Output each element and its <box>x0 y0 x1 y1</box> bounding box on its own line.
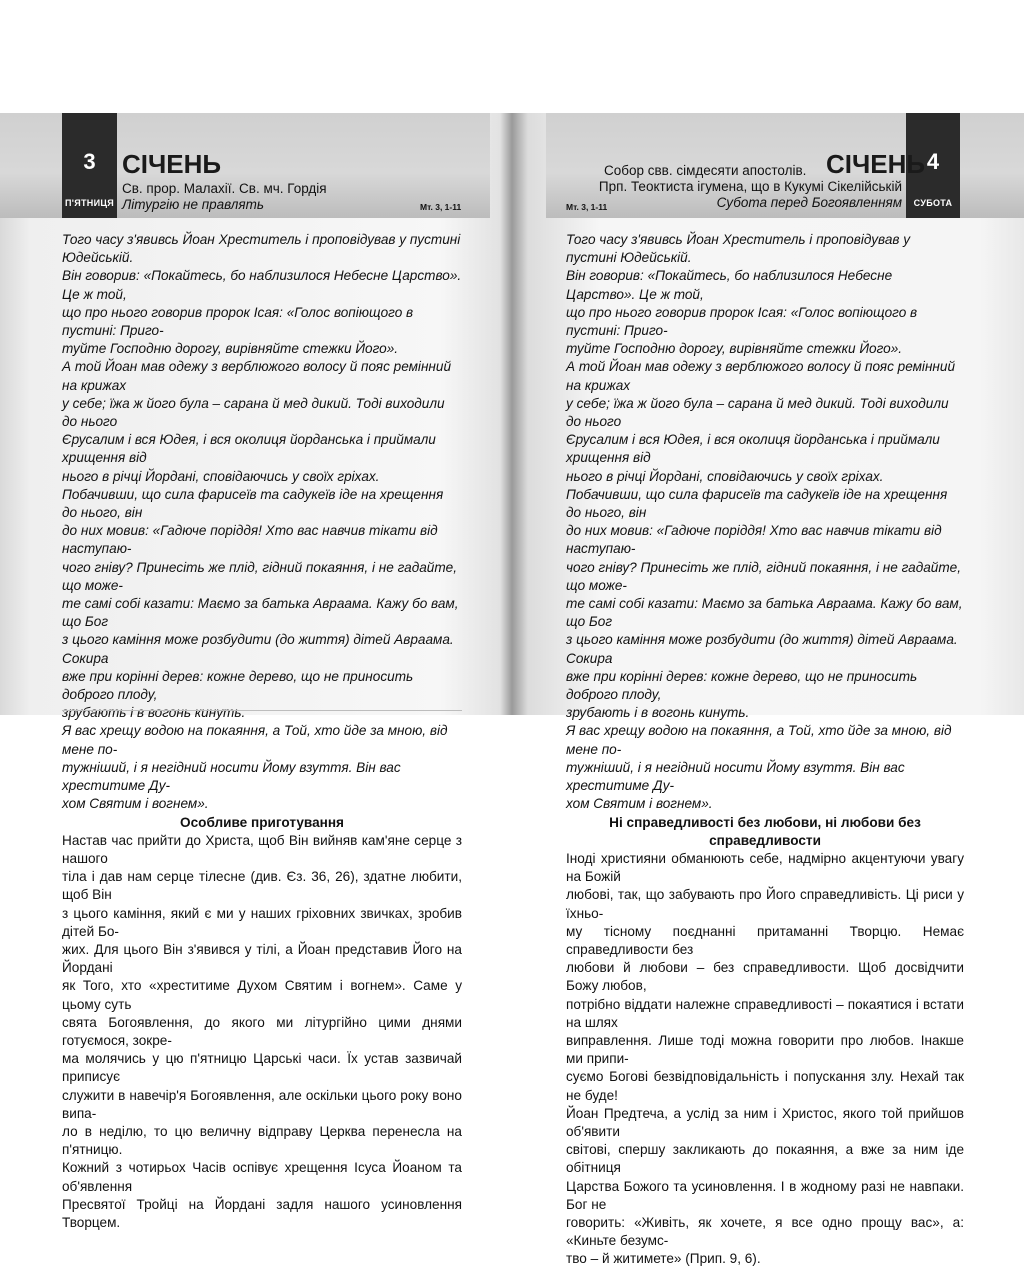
gospel-line: нього в річці Йордані, сповідаючись у своїх гріхах. <box>62 468 380 484</box>
gospel-line: те самі собі казати: Маємо за батька Авраама. Кажу бо вам, що Бог <box>62 596 459 630</box>
gospel-line: з цього каміння може розбудити (до життя) дітей Авраама. Сокира <box>566 632 958 666</box>
gospel-line: Він говорив: «Покайтесь, бо наблизилося Небесне Царство». Це ж той, <box>62 268 462 302</box>
gospel-line: чого гніву? Принесіть же плід, гідний покаяння, і не гадайте, що може- <box>566 559 962 593</box>
prose-line: свята Богоявлення, до якого ми літургійно цими днями готуємося, зокре- <box>62 1014 462 1048</box>
prose-line: потрібно віддати належне справедливості – покаятися і встати на шлях <box>566 996 964 1030</box>
prose-line: любови й любови – без справедливости. Щоб досвідчити Божу любов, <box>566 960 964 994</box>
gospel-line: чого гніву? Принесіть же плід, гідний покаяння, і не гадайте, що може- <box>62 559 458 593</box>
gospel-line: туйте Господню дорогу, вирівняйте стежки Його». <box>566 341 903 357</box>
gospel-line: до них мовив: «Гадюче поріддя! Хто вас навчив тікати від наступаю- <box>566 523 942 557</box>
gospel-line: Єрусалим і вся Юдея, і вся околиця йорданська і приймали хрищення від <box>62 432 436 466</box>
gospel-line: те самі собі казати: Маємо за батька Авраама. Кажу бо вам, що Бог <box>566 596 963 630</box>
prose-line: жих. Для цього Він з'явився у тілі, а Йоан представив Його на Йордані <box>62 941 462 976</box>
gospel-line: Побачивши, що сила фарисеїв та садукеїв іде на хрещення до нього, він <box>62 486 444 521</box>
right-saint-line-2: Прп. Теоктиста ігумена, що в Кукумі Сікелійській <box>598 179 902 194</box>
gospel-line: Того часу з'явивсь Йоан Хреститель і проповідував у пустині Юдейській. <box>62 232 461 266</box>
prose-line: служити в навечір'я Богоявлення, але оскільки цього року воно випа- <box>62 1087 462 1121</box>
prose-line: ло в неділю, то цю величну відправу Церква перенесла на п'ятницю. <box>62 1123 462 1158</box>
gospel-line: Побачивши, що сила фарисеїв та садукеїв іде на хрещення до нього, він <box>566 486 948 521</box>
left-liturgy-note: Літургію не правлять <box>122 197 264 212</box>
left-section-title: Особливе приготування <box>180 814 344 830</box>
left-reading-ref: Мт. 3, 1-11 <box>420 202 462 212</box>
left-body <box>62 231 462 1232</box>
right-month: СІЧЕНЬ <box>826 149 926 179</box>
prose-line: суємо Богові безвідповідальність і попускання злу. Нехай так не буде! <box>566 1069 964 1103</box>
left-month: СІЧЕНЬ <box>122 149 222 179</box>
gospel-line: А той Йоан мав одежу з верблюжого волосу й пояс ремінний на крижах <box>62 359 452 393</box>
book-spread <box>0 113 1024 1267</box>
gospel-line: вже при корінні дерев: кожне дерево, що не приносить доброго плоду, <box>566 668 918 703</box>
prose-line: Пресвятої Тройці на Йордані задля нашого усиновлення Творцем. <box>62 1196 462 1230</box>
gospel-line: зрубають і в вогонь кинуть. <box>62 705 246 721</box>
prose-line: Царства Божого та усиновлення. І в жодному разі не навпаки. Бог не <box>566 1178 964 1212</box>
page-edge-divider <box>62 710 462 715</box>
left-prose <box>62 832 462 1232</box>
right-gospel-text <box>566 231 964 814</box>
gospel-line: хом Святим і вогнем». <box>566 796 713 812</box>
gospel-line: вже при корінні дерев: кожне дерево, що не приносить доброго плоду, <box>62 668 414 703</box>
gospel-line: А той Йоан мав одежу з верблюжого волосу й пояс ремінний на крижах <box>566 359 956 393</box>
gospel-line: Того часу з'явивсь Йоан Хреститель і проповідував у пустині Юдейській. <box>566 232 911 266</box>
right-reading-ref: Мт. 3, 1-11 <box>566 202 608 212</box>
prose-line: як Того, хто «хреститиме Духом Святим і вогнем». Саме у цьому суть <box>62 978 462 1012</box>
prose-line: тво – й житимете» (Прип. 9, 6). <box>566 1251 761 1267</box>
prose-line: любові, так, що забувають про Його справедливість. Ці риси у їхньо- <box>566 887 964 921</box>
prose-line: з цього каміння, який є ми у наших гріховних звичках, зробив дітей Бо- <box>62 905 462 939</box>
gospel-line: що про нього говорив пророк Ісая: «Голос вопіющого в пустині: Приго- <box>62 304 414 339</box>
prose-line: Кожний з чотирьох Часів оспівує хрещення Ісуса Йоаном та об'явлення <box>62 1160 462 1194</box>
gospel-line: хом Святим і вогнем». <box>62 796 209 812</box>
left-saint-line: Св. прор. Малахії. Св. мч. Гордія <box>122 181 327 196</box>
gospel-line: туйте Господню дорогу, вирівняйте стежки Його». <box>62 341 399 357</box>
prose-line: говорить: «Живіть, як хочете, я все одно прощу вас», а: «Киньте безумс- <box>566 1214 964 1249</box>
prose-line: му тісному поєднанні притаманні Творцю. Немає справедливости без <box>566 923 964 957</box>
prose-line: Іноді християни обманюють себе, надмірно акцентуючи увагу на Божій <box>566 850 964 885</box>
prose-line: ма молячись у цю п'ятницю Царські часи. Їх устав зазвичай приписує <box>62 1051 462 1085</box>
right-saint-line: Собор свв. сімдесяти апостолів. <box>604 163 807 178</box>
gospel-line: Я вас хрещу водою на покаяння, а Той, хто йде за мною, від мене по- <box>62 723 448 757</box>
left-day-number: 3 <box>83 149 96 174</box>
gospel-line: Я вас хрещу водою на покаяння, а Той, хто йде за мною, від мене по- <box>566 723 952 757</box>
right-body <box>566 231 964 1269</box>
prose-line: Йоан Предтеча, а услід за ним і Христос, якого той прийшов об'явити <box>566 1105 964 1139</box>
right-day-number: 4 <box>926 149 940 174</box>
left-gospel-text <box>62 231 462 814</box>
right-section-title: Ні справедливості без любови, ні любови без справедливости <box>609 814 921 848</box>
gospel-line: Єрусалим і вся Юдея, і вся околиця йорданська і приймали хрищення від <box>566 432 940 466</box>
gospel-line: нього в річці Йордані, сповідаючись у своїх гріхах. <box>566 468 884 484</box>
gospel-line: що про нього говорив пророк Ісая: «Голос вопіющого в пустині: Приго- <box>566 304 918 339</box>
right-prose <box>566 850 964 1269</box>
right-page <box>516 113 1024 1267</box>
gospel-line: зрубають і в вогонь кинуть. <box>566 705 750 721</box>
prose-line: Настав час прийти до Христа, щоб Він вийняв кам'яне серце з нашого <box>62 832 462 866</box>
gospel-line: у себе; їжа ж його була – сарана й мед дикий. Тоді виходили до нього <box>62 395 445 430</box>
prose-line: світові, спершу закликають до покаяння, а вже за ним іде обітниця <box>566 1142 964 1176</box>
gospel-line: тужніший, і я негідний носити Йому взуття. Він вас хреститиме Ду- <box>566 759 905 794</box>
right-day-note: Субота перед Богоявленням <box>716 195 902 210</box>
prose-line: тіла і дав нам серце тілесне (див. Єз. 36, 26), здатне любити, щоб Він <box>62 869 462 903</box>
right-day-name: СУБОТА <box>913 198 953 208</box>
left-page <box>0 113 510 1230</box>
prose-line: виправлення. Лише тоді можна говорити про любов. Інакше ми припи- <box>566 1032 964 1067</box>
left-day-box <box>62 113 117 218</box>
left-day-name: П'ЯТНИЦЯ <box>65 198 114 208</box>
gospel-line: з цього каміння може розбудити (до життя) дітей Авраама. Сокира <box>62 632 454 666</box>
gospel-line: у себе; їжа ж його була – сарана й мед дикий. Тоді виходили до нього <box>566 395 949 430</box>
gospel-line: до них мовив: «Гадюче поріддя! Хто вас навчив тікати від наступаю- <box>62 523 438 557</box>
gospel-line: тужніший, і я негідний носити Йому взуття. Він вас хреститиме Ду- <box>62 759 401 794</box>
gospel-line: Він говорив: «Покайтесь, бо наблизилося Небесне Царство». Це ж той, <box>566 268 893 302</box>
